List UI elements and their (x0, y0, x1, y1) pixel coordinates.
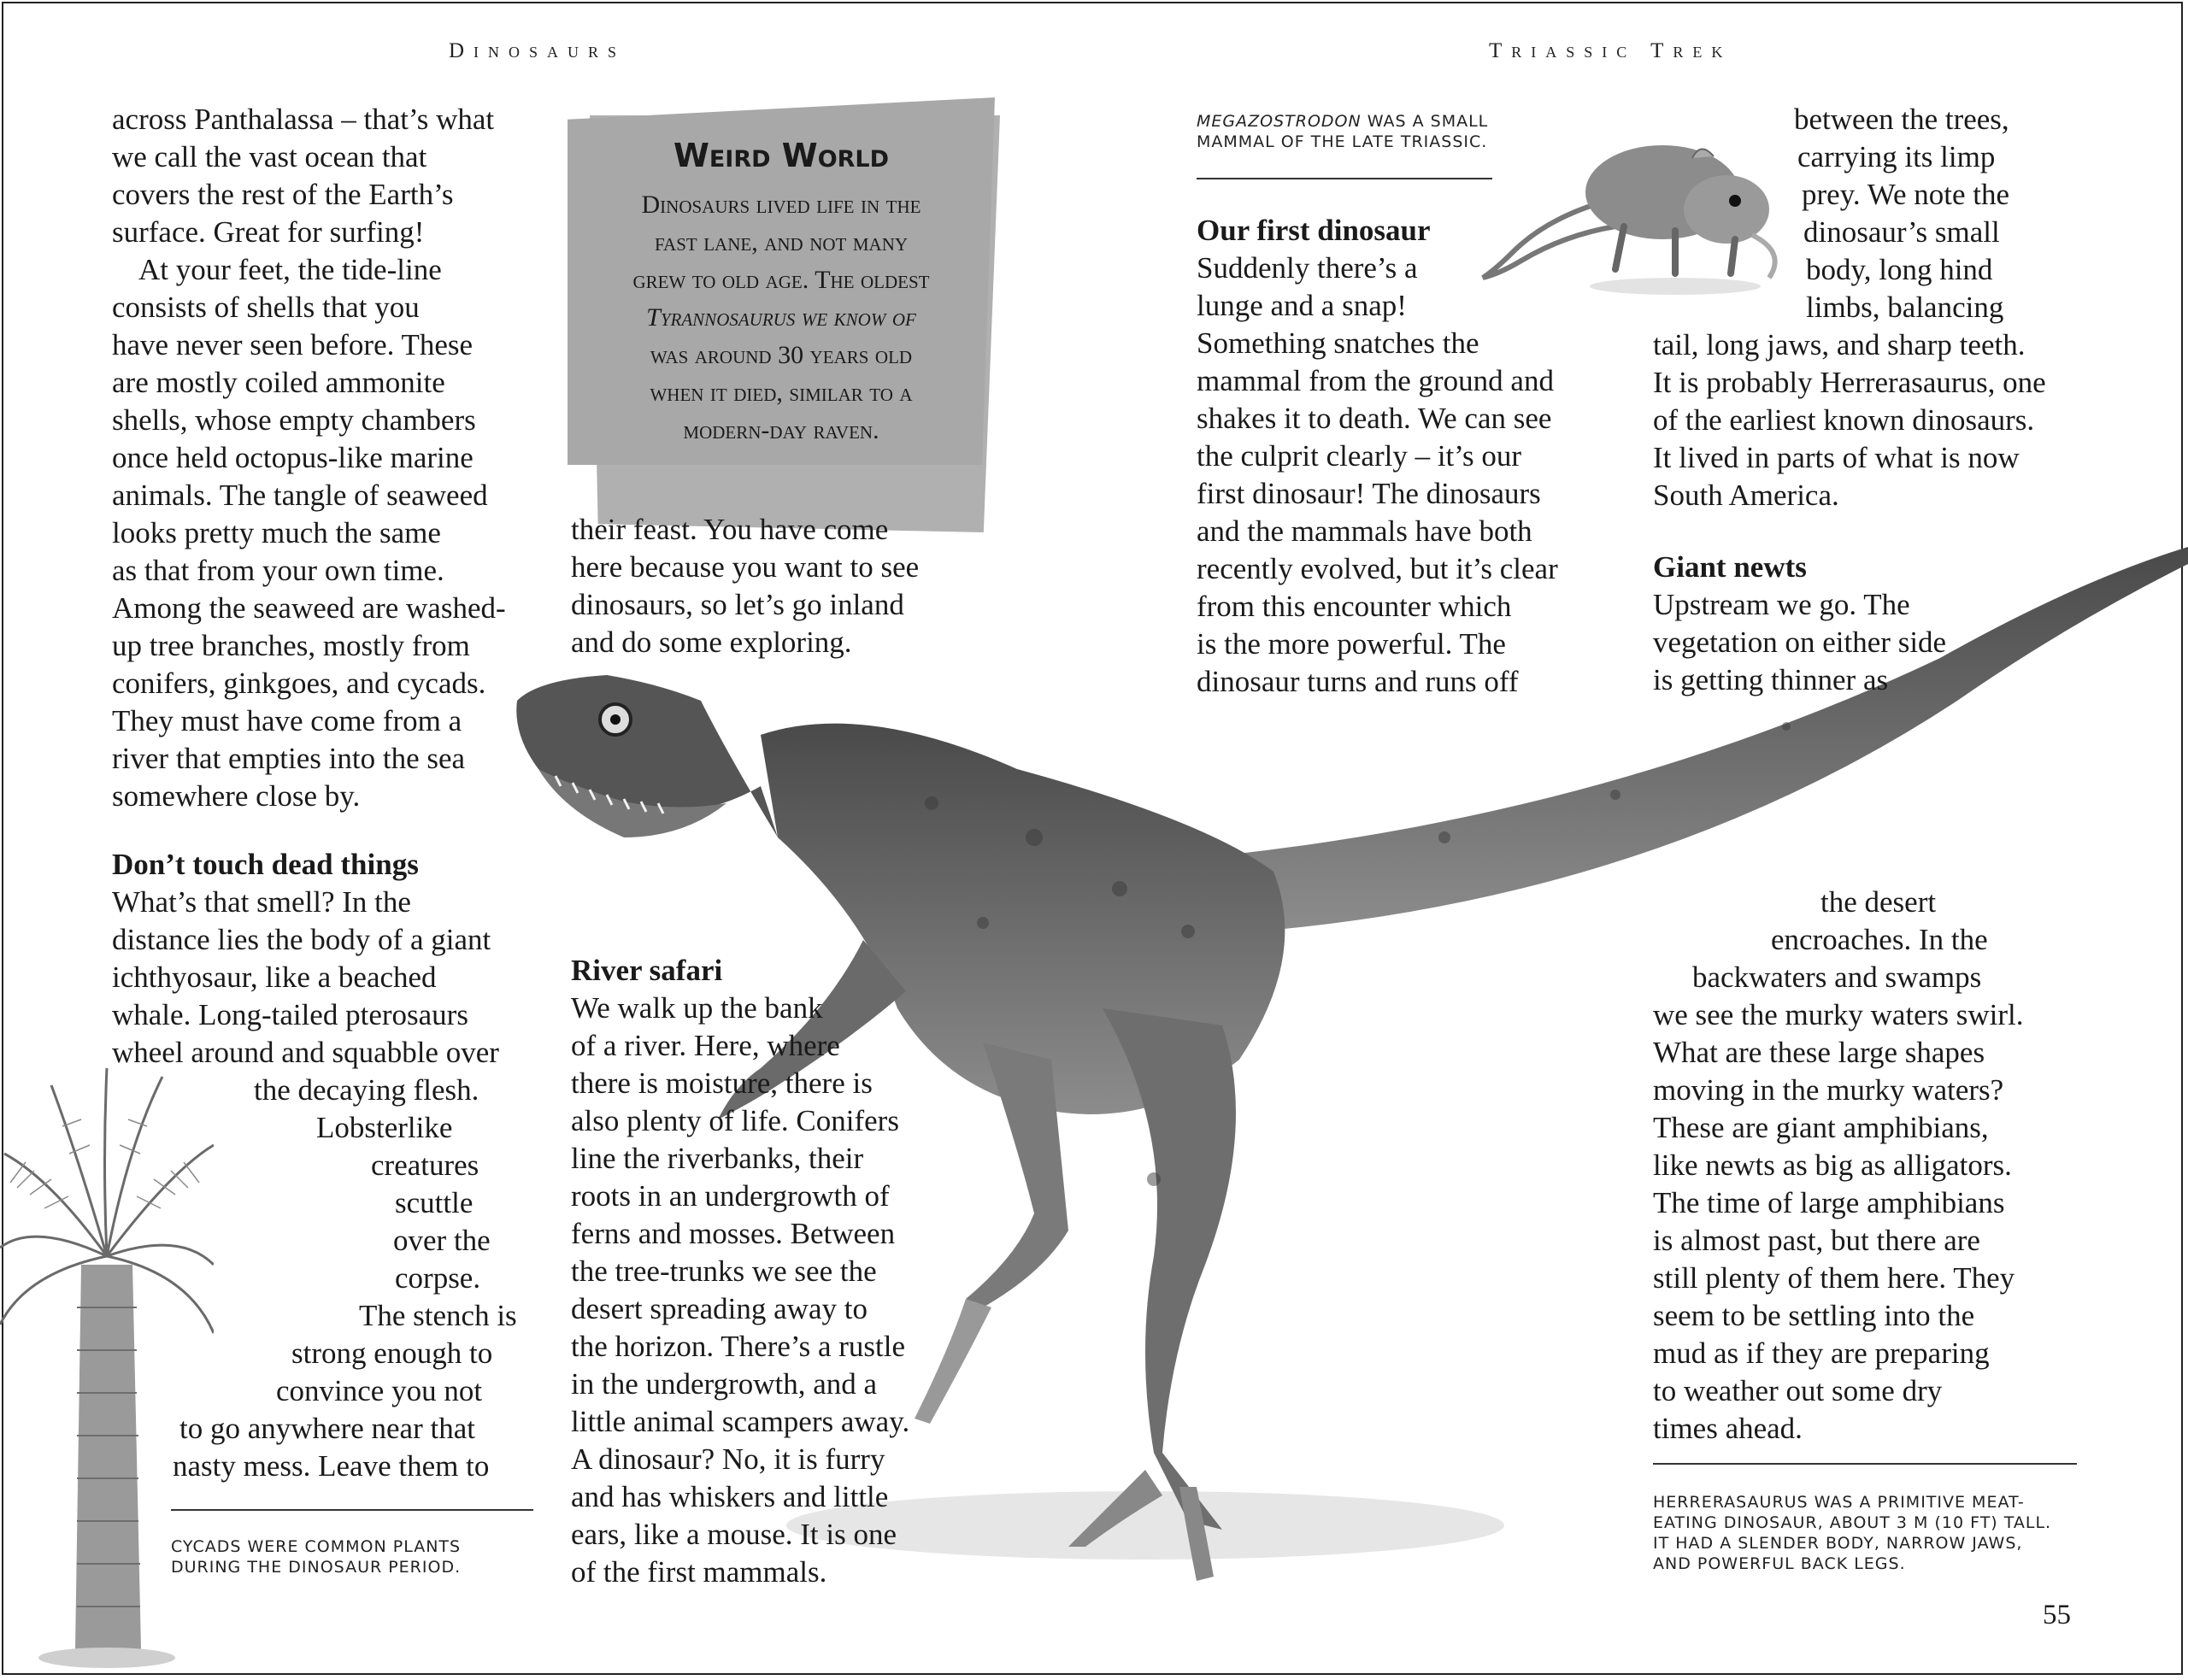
column3-line: Suddenly there’s a (1197, 251, 1418, 285)
column2-line: the tree-trunks we see the (571, 1254, 877, 1288)
caption-rule (1653, 1463, 2077, 1465)
column4-line: to weather out some dry (1653, 1374, 1943, 1407)
sidebar-line: when it died, similar to a (650, 379, 913, 407)
column1-line: Lobsterlike (316, 1111, 453, 1144)
column1-line: The stench is (359, 1299, 517, 1332)
column2-line: A dinosaur? No, it is furry (571, 1442, 885, 1476)
column2-line: their feast. You have come (571, 513, 889, 546)
sidebar-line: grew to old age. The oldest (632, 266, 930, 294)
column4-line: backwaters and swamps (1692, 960, 1982, 994)
column2-line: in the undergrowth, and a (571, 1367, 878, 1401)
column4-line: is getting thinner as (1653, 663, 1889, 696)
column4-line: encroaches. In the (1771, 923, 1988, 956)
column1-line: are mostly coiled ammonite (112, 366, 445, 399)
column1-line: we call the vast ocean that (112, 140, 427, 173)
column4-line: carrying its limp (1797, 140, 1996, 173)
column3-line: is the more powerful. The (1197, 627, 1506, 661)
column1-line: distance lies the body of a giant (112, 923, 491, 956)
column1-line: covers the rest of the Earth’s (112, 178, 454, 211)
column3-line: recently evolved, but it’s clear (1197, 552, 1558, 585)
page-number: 55 (2043, 1600, 2071, 1630)
column1-line: to go anywhere near that (179, 1412, 475, 1445)
herrerasaurus-caption: HERRERASAURUS WAS A PRIMITIVE MEAT- (1653, 1493, 2025, 1512)
column4-line: of the earliest known dinosaurs. (1653, 403, 2035, 437)
column4-line: limbs, balancing (1806, 291, 2004, 324)
column4-line: Upstream we go. The (1653, 588, 1910, 621)
sidebar-line: Dinosaurs lived life in the (641, 191, 921, 219)
column2-line: little animal scampers away. (571, 1405, 910, 1438)
column4-line: It is probably Herrerasaurus, one (1653, 366, 2046, 399)
column1-line: shells, whose empty chambers (112, 403, 476, 437)
column3-line: lunge and a snap! (1197, 289, 1407, 322)
cycad-caption: DURING THE DINOSAUR PERIOD. (171, 1558, 462, 1577)
section-heading-first-dinosaur: Our first dinosaur (1197, 214, 1431, 247)
column3-line: the culprit clearly – it’s our (1197, 439, 1522, 473)
herrerasaurus-caption: EATING DINOSAUR, ABOUT 3 M (10 FT) TALL. (1653, 1513, 2052, 1532)
sidebar-line: modern-day raven. (683, 416, 879, 444)
column1-line: What’s that smell? In the (112, 885, 411, 919)
column1-line: as that from your own time. (112, 554, 444, 587)
column4-line: prey. We note the (1802, 178, 2010, 211)
column1-line: surface. Great for surfing! (112, 215, 425, 249)
megazostrodon-caption (1197, 111, 1488, 132)
column2-line: and has whiskers and little (571, 1480, 889, 1513)
column2-line: and do some exploring. (571, 626, 852, 659)
column3-line: dinosaur turns and runs off (1197, 665, 1519, 698)
megazostrodon-caption-name: MEGAZOSTRODON (1197, 112, 1362, 131)
column2-line: there is moisture, there is (571, 1066, 873, 1100)
megazostrodon-caption-rest: WAS A SMALL (1361, 112, 1489, 131)
cycad-caption: CYCADS WERE COMMON PLANTS (171, 1537, 462, 1556)
column4-line: vegetation on either side (1653, 626, 1947, 659)
column1-line: creatures (371, 1148, 479, 1182)
column4-line: still plenty of them here. They (1653, 1261, 2015, 1295)
column2-line: the horizon. There’s a rustle (571, 1330, 906, 1363)
running-head-right: Triassic Trek (1489, 39, 1732, 62)
column2-line: ears, like a mouse. It is one (571, 1518, 897, 1551)
column3-line: Something snatches the (1197, 326, 1479, 360)
column4-line: It lived in parts of what is now (1653, 441, 2020, 474)
column4-line: South America. (1653, 479, 1839, 512)
column4-line: The time of large amphibians (1653, 1186, 2005, 1219)
column1-line: strong enough to (291, 1336, 493, 1370)
herrerasaurus-caption: IT HAD A SLENDER BODY, NARROW JAWS, (1653, 1534, 2023, 1553)
sidebar-line: was around 30 years old (650, 341, 913, 369)
column2-line: of the first mammals. (571, 1555, 827, 1589)
column4-line: What are these large shapes (1653, 1036, 1985, 1069)
column1-line: wheel around and squabble over (112, 1036, 499, 1069)
column4-line: body, long hind (1806, 253, 1993, 286)
column1-line: consists of shells that you (112, 291, 420, 324)
column1-line: across Panthalassa – that’s what (112, 103, 495, 136)
section-heading-river-safari: River safari (571, 954, 723, 987)
column1-line: nasty mess. Leave them to (173, 1449, 490, 1483)
column3-line: and the mammals have both (1197, 514, 1532, 548)
column2-line: roots in an undergrowth of (571, 1179, 890, 1213)
column2-line: line the riverbanks, their (571, 1142, 864, 1175)
column1-line: once held octopus-like marine (112, 441, 473, 474)
column1-line: convince you not (276, 1374, 483, 1407)
column1-line: the decaying flesh. (254, 1073, 479, 1107)
column1-line: over the (393, 1224, 491, 1257)
column1-line: somewhere close by. (112, 779, 361, 813)
column4-line: times ahead. (1653, 1412, 1803, 1445)
column3-line: first dinosaur! The dinosaurs (1197, 477, 1541, 510)
column2-line: desert spreading away to (571, 1292, 868, 1325)
cycad-illustration (0, 1051, 214, 1675)
column4-line: moving in the murky waters? (1653, 1073, 2004, 1107)
column1-line: looks pretty much the same (112, 516, 441, 549)
column1-line: corpse. (395, 1261, 481, 1295)
sidebar-title: Weird World (673, 137, 890, 174)
column1-line: Among the seaweed are washed- (112, 591, 506, 625)
running-head-left: Dinosaurs (449, 39, 626, 62)
column3-line: mammal from the ground and (1197, 364, 1554, 397)
megazostrodon-illustration (1479, 107, 1786, 303)
column4-line: dinosaur’s small (1803, 215, 2000, 249)
column3-line: from this encounter which (1197, 590, 1512, 623)
column1-line: animals. The tangle of seaweed (112, 479, 488, 512)
caption-rule (171, 1509, 533, 1511)
sidebar-line: Tyrannosaurus we know of (646, 303, 916, 332)
column2-line: ferns and mosses. Between (571, 1217, 896, 1250)
column4-line: is almost past, but there are (1653, 1224, 1980, 1257)
column2-line: We walk up the bank (571, 991, 823, 1025)
column4-line: between the trees, (1794, 103, 2009, 136)
section-heading-giant-newts: Giant newts (1653, 550, 1807, 584)
column1-line: scuttle (395, 1186, 473, 1219)
megazostrodon-caption: MAMMAL OF THE LATE TRIASSIC. (1197, 132, 1488, 151)
column1-line: have never seen before. These (112, 328, 473, 361)
column4-line: seem to be settling into the (1653, 1299, 1975, 1332)
column1-line: river that empties into the sea (112, 742, 466, 775)
column1-line: whale. Long-tailed pterosaurs (112, 998, 468, 1031)
column1-line: They must have come from a (112, 704, 462, 737)
column4-line: mud as if they are preparing (1653, 1336, 1990, 1370)
column1-line: At your feet, the tide-line (138, 253, 442, 286)
section-heading-dead-things: Don’t touch dead things (112, 848, 419, 881)
column2-line: of a river. Here, where (571, 1029, 840, 1062)
column4-line: tail, long jaws, and sharp teeth. (1653, 328, 2026, 361)
column1-line: up tree branches, mostly from (112, 629, 470, 662)
column2-line: dinosaurs, so let’s go inland (571, 588, 904, 621)
column1-line: conifers, ginkgoes, and cycads. (112, 667, 486, 700)
column2-line: here because you want to see (571, 550, 920, 584)
column4-line: like newts as big as alligators. (1653, 1148, 2012, 1182)
column4-line: These are giant amphibians, (1653, 1111, 1989, 1144)
caption-rule (1197, 178, 1492, 179)
herrerasaurus-caption: AND POWERFUL BACK LEGS. (1653, 1554, 1906, 1573)
column3-line: shakes it to death. We can see (1197, 402, 1552, 435)
column1-line: ichthyosaur, like a beached (112, 960, 437, 994)
sidebar-line: fast lane, and not many (654, 228, 909, 256)
column4-line: we see the murky waters swirl. (1653, 998, 2024, 1031)
column4-line: the desert (1820, 885, 1937, 919)
column2-line: also plenty of life. Conifers (571, 1104, 899, 1137)
